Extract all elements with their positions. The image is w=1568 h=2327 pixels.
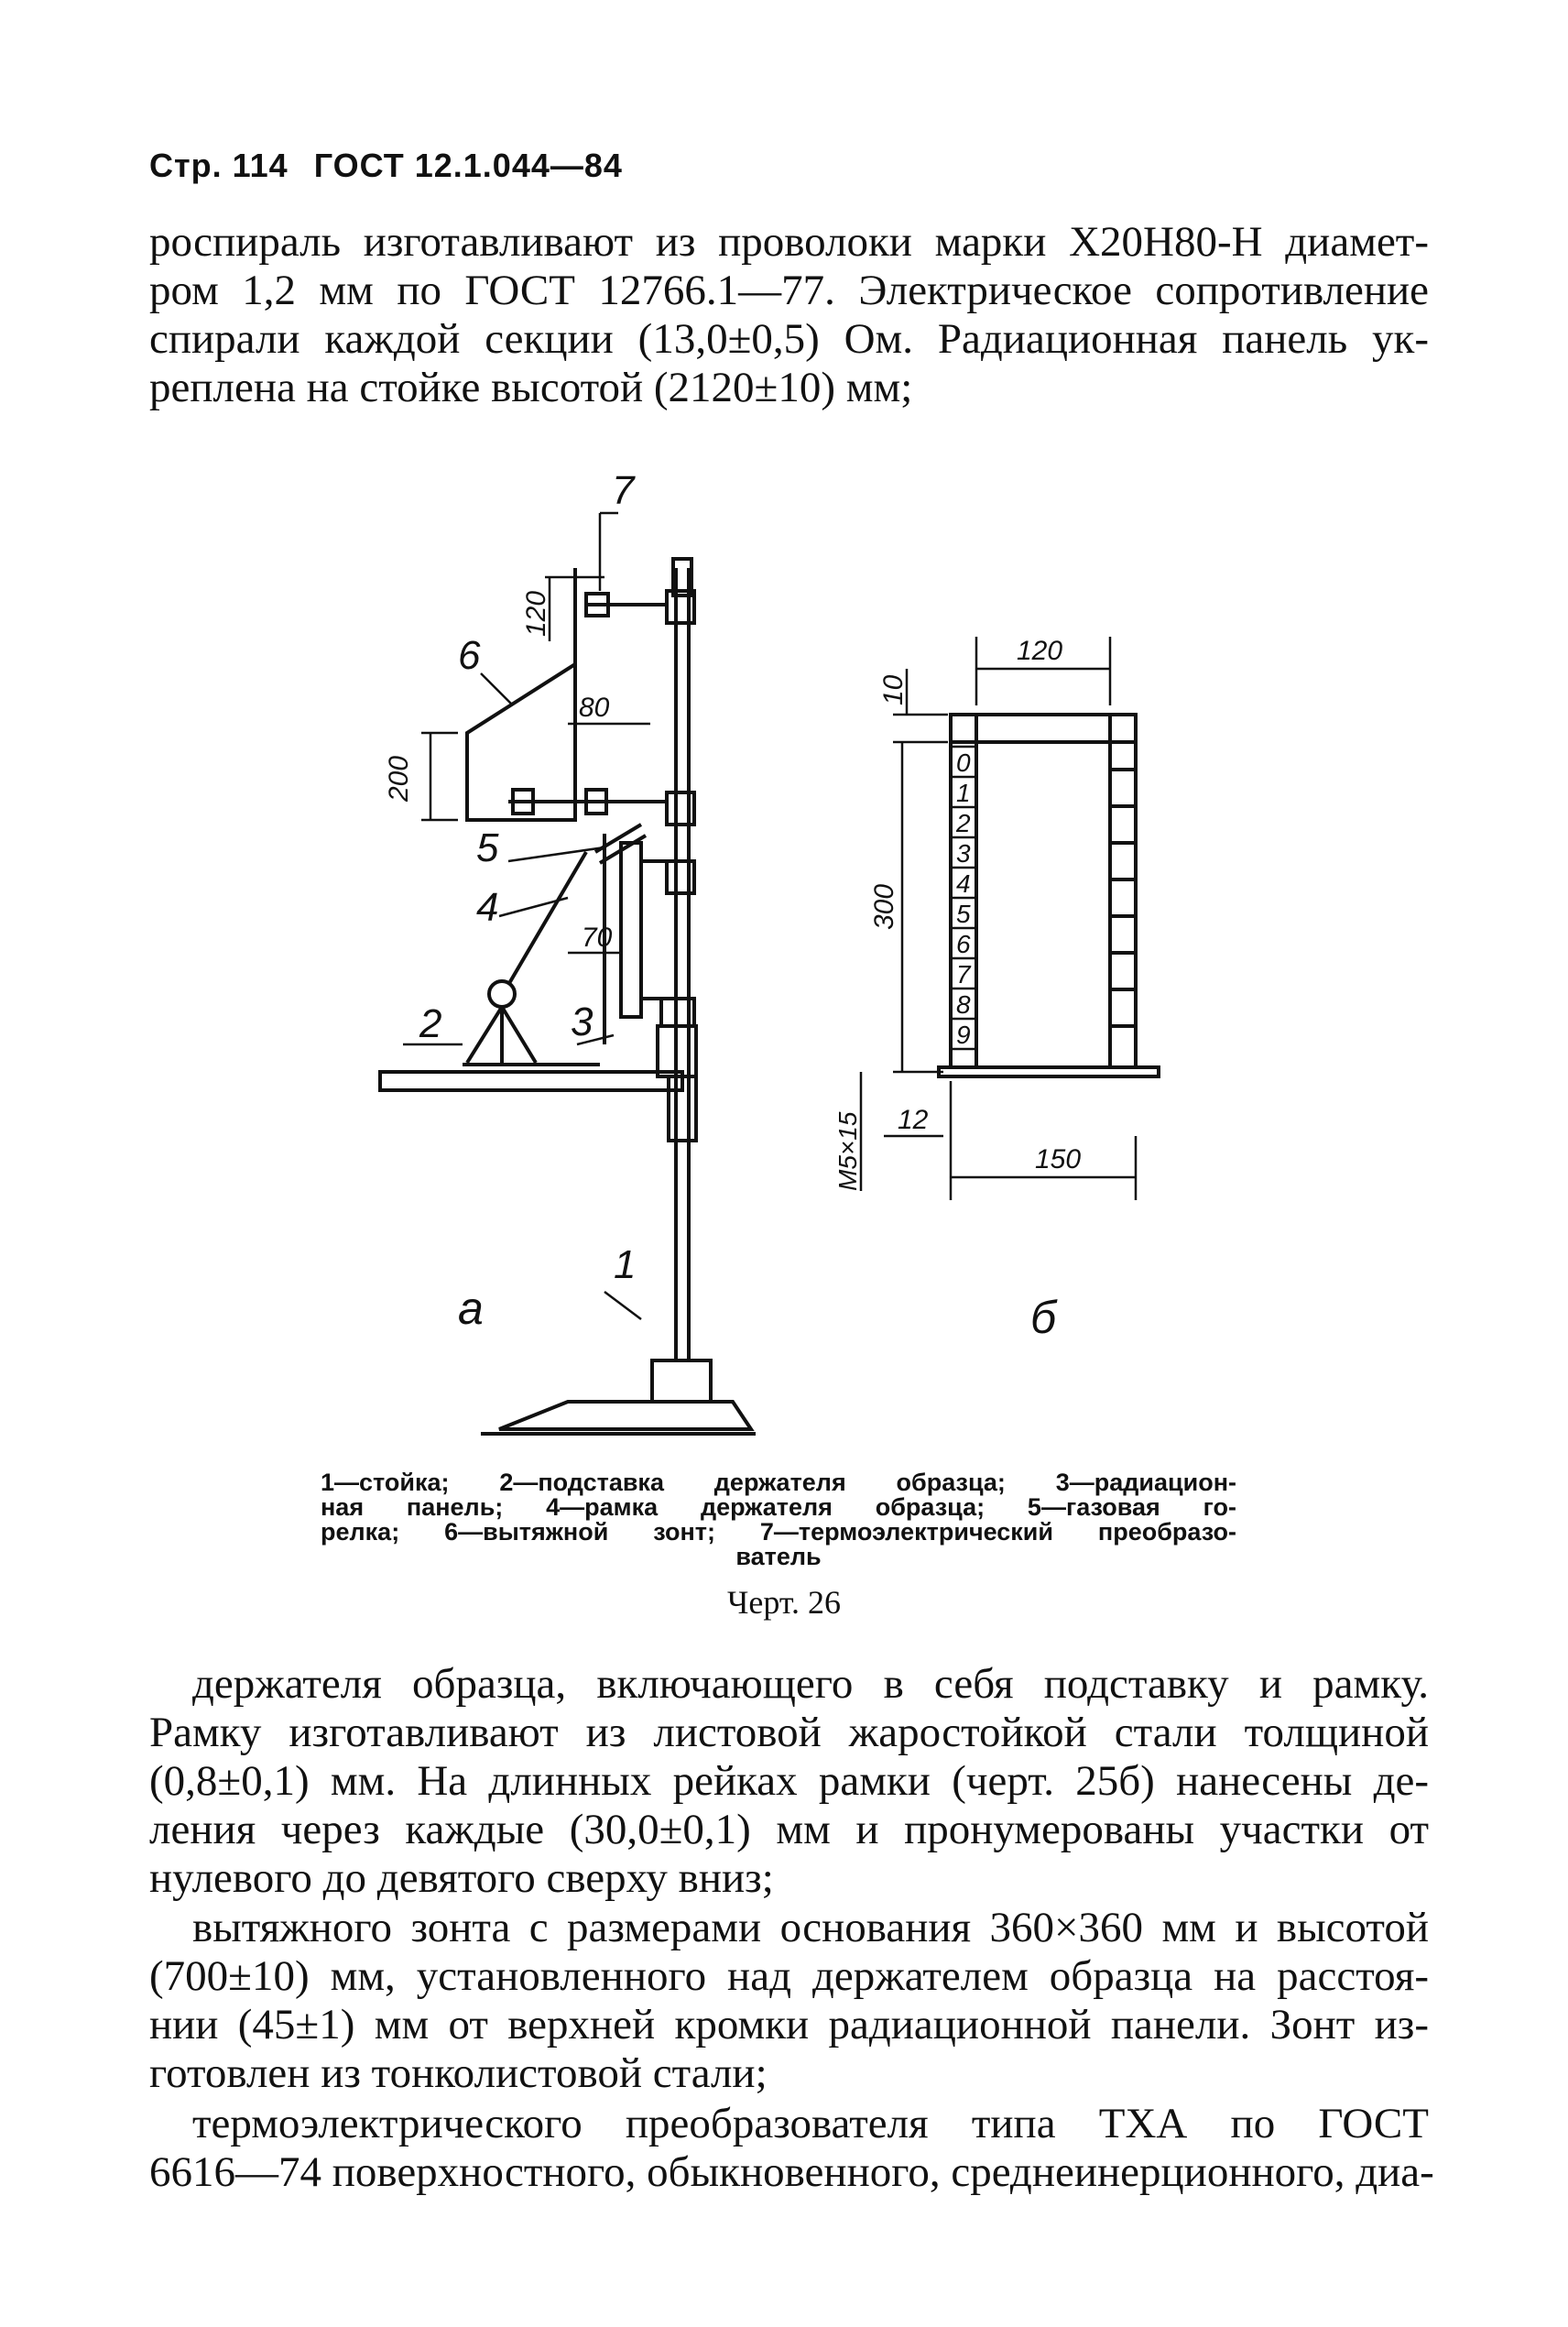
callout-1: 1: [614, 1242, 637, 1287]
paragraph-holder: [192, 1660, 1429, 1709]
page-number: Стр. 114: [149, 147, 289, 184]
text-line: спирали каждой секции (13,0±0,5) Ом. Радиационная панель ук-: [149, 315, 1429, 363]
paragraph-hood-cont: [149, 1952, 1429, 2098]
figure-caption: [321, 1470, 1236, 1569]
text-line: держателя образца, включающего в себя подставку и рамку.: [192, 1660, 1429, 1708]
dim-150: 150: [1035, 1144, 1082, 1174]
callout-3: 3: [571, 1000, 593, 1044]
sample-frame: [939, 715, 1159, 1076]
text-line: нии (45±1) мм от верхней кромки радиационной панели. Зонт из-: [149, 2001, 1429, 2048]
technical-drawing: [0, 440, 1568, 1448]
caption-line: 1—стойка; 2—подставка держателя образца; 3—радиацион-: [321, 1469, 1236, 1496]
dim-10: 10: [878, 674, 909, 705]
label-b: б: [1030, 1292, 1057, 1343]
dim-300: 300: [869, 883, 899, 930]
callout-4: 4: [476, 885, 499, 930]
dim-80: 80: [579, 693, 610, 723]
scale-mark-6: 6: [956, 930, 971, 958]
dim-12: 12: [898, 1105, 929, 1135]
caption-line: релка; 6—вытяжной зонт; 7—термоэлектрический преобразо-: [321, 1518, 1236, 1546]
label-a: а: [458, 1283, 484, 1334]
standard-number: ГОСТ 12.1.044—84: [313, 147, 623, 184]
caption-line: ватель: [735, 1543, 822, 1570]
top-paragraph: [149, 218, 1429, 412]
text-line: (700±10) мм, установленного над держателем образца на расстоя-: [149, 1952, 1429, 2000]
text-line: термоэлектрического преобразователя типа ТХА по ГОСТ: [192, 2100, 1429, 2147]
scale-mark-1: 1: [956, 779, 971, 807]
scale-mark-2: 2: [956, 809, 971, 837]
text-line: ром 1,2 мм по ГОСТ 12766.1—77. Электрическое сопротивление: [149, 267, 1429, 314]
dim-120-b: 120: [1017, 636, 1063, 666]
post: [658, 559, 696, 1360]
paragraph-holder-cont: [149, 1709, 1429, 1903]
callout-2: 2: [419, 1001, 442, 1046]
sample-stand: [467, 981, 536, 1063]
page-header: [149, 147, 648, 185]
scale-mark-7: 7: [956, 960, 971, 989]
scale-mark-4: 4: [956, 869, 971, 898]
paragraph-hood: [192, 1904, 1429, 1952]
text-line: роспираль изготавливают из проволоки марки Х20Н80-Н диамет-: [149, 218, 1429, 266]
scale-mark-0: 0: [956, 748, 971, 777]
callout-6: 6: [458, 633, 481, 678]
dim-200: 200: [384, 755, 414, 802]
paragraph-thermo-cont: [149, 2148, 1434, 2197]
text-line: ления через каждые (30,0±0,1) мм и пронумерованы участки от: [149, 1806, 1429, 1853]
text-line: 6616—74 поверхностного, обыкновенного, среднеинерционного, диа-: [149, 2148, 1434, 2196]
dim-70: 70: [582, 923, 613, 953]
caption-line: ная панель; 4—рамка держателя образца; 5—газовая го-: [321, 1493, 1236, 1521]
callout-5: 5: [476, 825, 499, 870]
frame-arm: [508, 852, 586, 985]
callout-7: 7: [612, 468, 635, 513]
scale-mark-8: 8: [956, 990, 971, 1019]
paragraph-thermo: [192, 2100, 1429, 2148]
dim-120-a: 120: [521, 590, 551, 637]
scale-mark-5: 5: [956, 900, 971, 928]
text-line: вытяжного зонта с размерами основания 360×360 мм и высотой: [192, 1904, 1429, 1951]
text-line: (0,8±0,1) мм. На длинных рейках рамки (черт. 25б) нанесены де-: [149, 1757, 1429, 1805]
text-line: реплена на стойке высотой (2120±10) мм;: [149, 364, 913, 411]
dim-thread: М5×15: [833, 1111, 862, 1191]
text-line: Рамку изготавливают из листовой жаростойкой стали толщиной: [149, 1709, 1429, 1756]
table: [380, 1065, 682, 1090]
radiation-panel: [604, 834, 667, 1044]
scale-mark-9: 9: [956, 1021, 971, 1049]
text-line: готовлен из тонколистовой стали;: [149, 2049, 768, 2097]
scale-mark-3: 3: [956, 839, 971, 868]
text-line: нулевого до девятого сверху вниз;: [149, 1854, 774, 1902]
base: [481, 1360, 756, 1434]
figure-title: Черт. 26: [727, 1584, 841, 1621]
